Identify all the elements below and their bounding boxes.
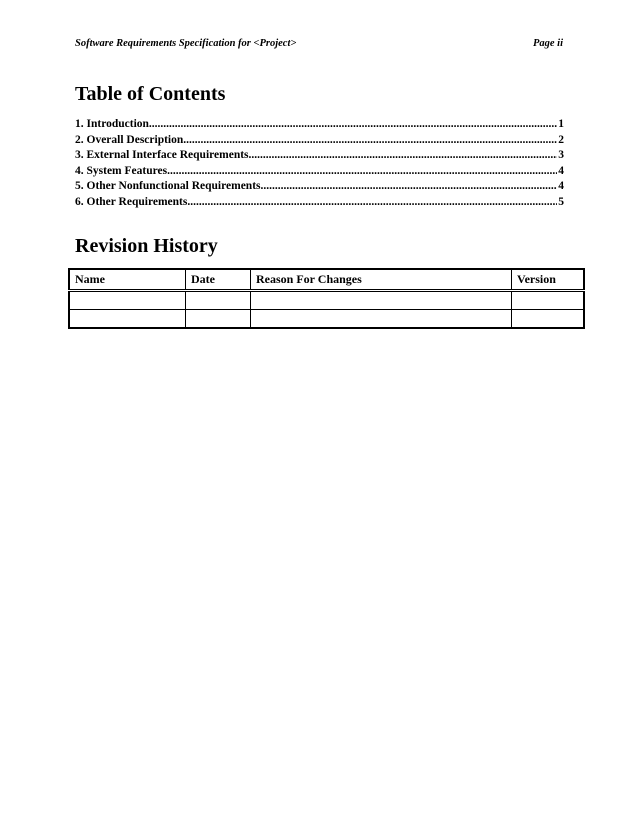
table-of-contents xyxy=(75,117,564,210)
toc-entry-label: 6. Other Requirements xyxy=(75,195,188,208)
table-row xyxy=(69,291,584,310)
column-header-date: Date xyxy=(186,269,251,291)
toc-entry-label: 3. External Interface Requirements xyxy=(75,149,249,161)
table-cell-date[interactable] xyxy=(186,310,251,329)
toc-entry-external-interface[interactable] xyxy=(75,148,564,164)
table-row xyxy=(69,310,584,329)
toc-entry-page: 5 xyxy=(558,195,564,208)
toc-entry-page: 3 xyxy=(558,149,564,161)
table-cell-version[interactable] xyxy=(512,310,585,329)
toc-dot-leader xyxy=(183,133,557,149)
toc-entry-label: 1. Introduction xyxy=(75,118,149,130)
running-header xyxy=(75,38,563,54)
toc-entry-other-requirements[interactable] xyxy=(75,195,564,211)
table-cell-date[interactable] xyxy=(186,291,251,310)
toc-dot-leader xyxy=(149,117,557,133)
column-header-version: Version xyxy=(512,269,585,291)
toc-dot-leader xyxy=(187,195,557,211)
revision-history-table xyxy=(68,268,585,329)
toc-entry-nonfunctional[interactable] xyxy=(75,179,564,195)
toc-entry-page: 4 xyxy=(558,164,564,177)
table-cell-reason[interactable] xyxy=(251,310,512,329)
header-page-number: Page ii xyxy=(532,38,563,49)
toc-entry-page: 1 xyxy=(558,118,564,130)
header-title: Software Requirements Specification for <Project> xyxy=(75,38,297,49)
toc-entry-overall-description[interactable] xyxy=(75,133,564,149)
toc-heading: Table of Contents xyxy=(75,83,226,105)
toc-entry-page: 2 xyxy=(558,133,564,146)
revision-history-heading: Revision History xyxy=(75,235,218,257)
toc-entry-page: 4 xyxy=(558,180,564,192)
table-cell-name[interactable] xyxy=(69,291,186,310)
column-header-name: Name xyxy=(69,269,186,291)
toc-entry-label: 4. System Features xyxy=(75,164,168,177)
toc-dot-leader xyxy=(249,148,558,164)
toc-entry-introduction[interactable] xyxy=(75,117,564,133)
toc-dot-leader xyxy=(261,179,558,195)
toc-entry-label: 5. Other Nonfunctional Requirements xyxy=(75,180,261,192)
toc-dot-leader xyxy=(167,164,557,180)
toc-entry-label: 2. Overall Description xyxy=(75,133,184,146)
table-cell-version[interactable] xyxy=(512,291,585,310)
toc-entry-system-features[interactable] xyxy=(75,164,564,180)
table-cell-name[interactable] xyxy=(69,310,186,329)
column-header-reason: Reason For Changes xyxy=(251,269,512,291)
table-cell-reason[interactable] xyxy=(251,291,512,310)
table-header-row xyxy=(69,269,584,291)
